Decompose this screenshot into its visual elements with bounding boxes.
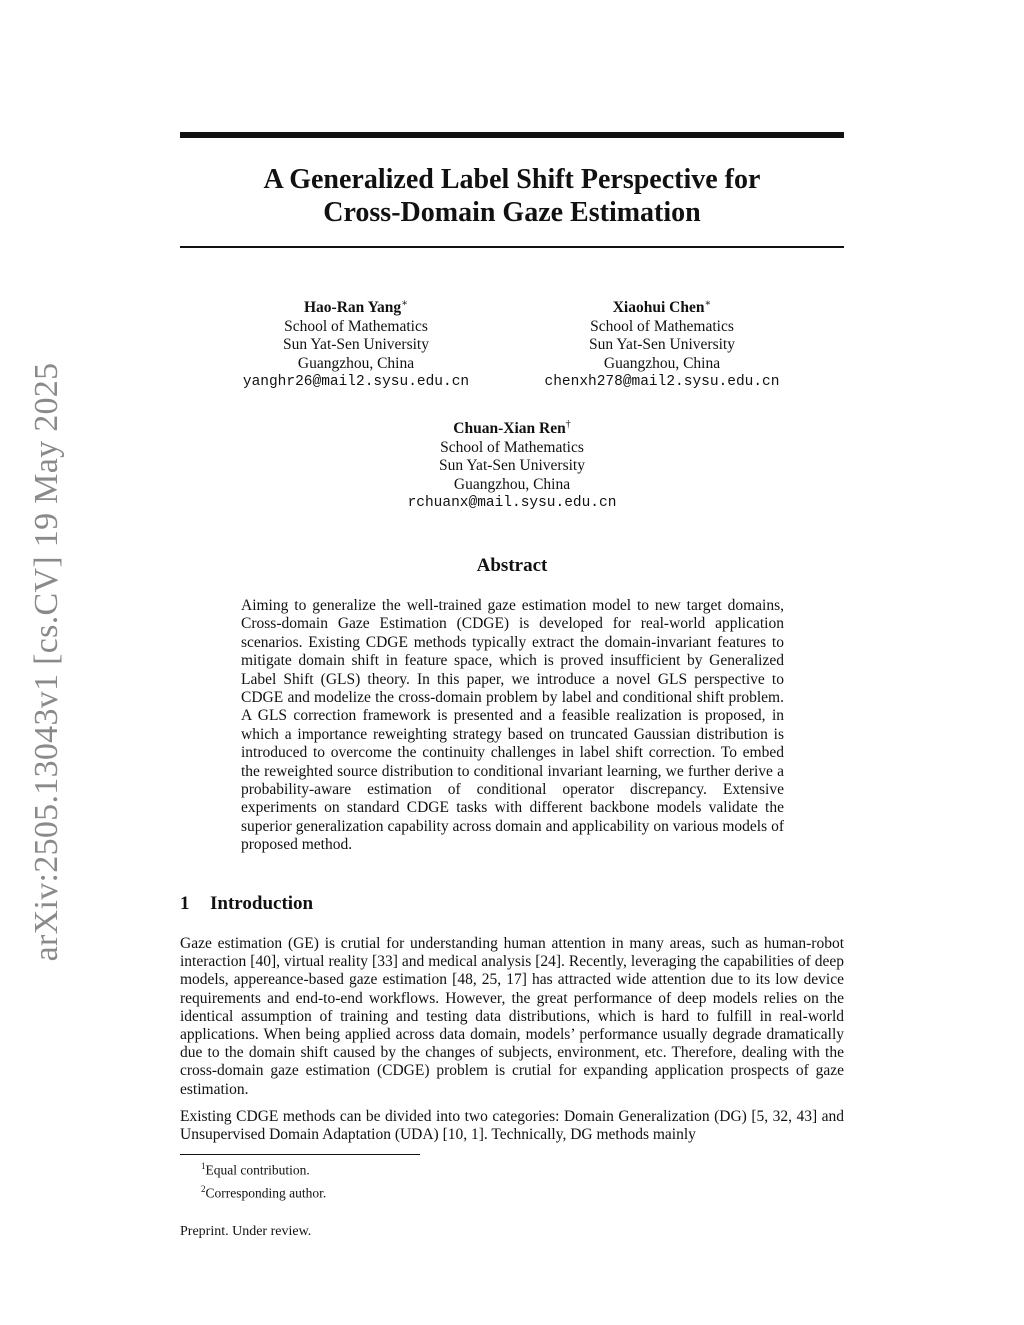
- author-mark: †: [565, 419, 571, 430]
- author-city: Guangzhou, China: [453, 475, 571, 493]
- section-heading: [180, 893, 313, 915]
- intro-paragraph-1: Gaze estimation (GE) is crutial for understanding human attention in many areas, such as human-robot interaction [40], virtual reality [33] and medical analysis [24]. Recently, leveraging the capabilities of deep models, appereance-based gaze estimation [48, 25, 17] has attracted wide attention due to its low device requirements and end-to-end workflows. However, the great performance of deep models relies on the identical assumption of training and testing data distributions, which is hard to fulfill in real-world applications. When being applied across data domain, models’ performance usually degrade dramatically due to the domain shift caused by the changes of subjects, environment, etc. Therefore, dealing with the cross-domain gaze estimation (CDGE) problem is crutial for expanding application prospects of gaze estimation.: [180, 935, 844, 1098]
- footnote-text: Equal contribution.: [205, 1162, 310, 1178]
- footnote: [201, 1157, 326, 1180]
- author-name: Hao-Ran Yang: [304, 299, 402, 317]
- author-university: Sun Yat-Sen University: [283, 336, 429, 354]
- author-dept: School of Mathematics: [440, 438, 584, 456]
- section-title: Introduction: [210, 893, 314, 914]
- author-city: Guangzhou, China: [297, 354, 415, 372]
- title-bottom-rule: [180, 246, 844, 248]
- author-university: Sun Yat-Sen University: [589, 336, 735, 354]
- author-dept: School of Mathematics: [590, 317, 734, 335]
- author-mark: ∗: [401, 298, 408, 309]
- footnote-text: Corresponding author.: [205, 1185, 327, 1201]
- author-name: Chuan-Xian Ren: [453, 420, 566, 438]
- intro-paragraph-2: Existing CDGE methods can be divided into two categories: Domain Generalization (DG) [5, 32, 43] and Unsupervised Domain Adaptation (UDA) [10, 1]. Technically, DG methods mainly: [180, 1108, 844, 1144]
- author-email: chenxh278@mail2.sysu.edu.cn: [544, 374, 780, 391]
- abstract-text: Aiming to generalize the well-trained gaze estimation model to new target domains, Cross-domain Gaze Estimation (CDGE) is developed for real-world application scenarios. Existing CDGE methods typically extract the domain-invariant features to mitigate domain shift in feature space, which is proved insufficient by Generalized Label Shift (GLS) theory. In this paper, we introduce a novel GLS perspective to CDGE and modelize the cross-domain problem by label and conditional shift problem. A GLS correction framework is presented and a feasible realization is proposed, in which a importance reweighting strategy based on truncated Gaussian distribution is introduced to overcome the continuity challenges in label shift correction. To embed the reweighted source distribution to conditional invariant learning, we further derive a probability-aware estimation of conditional operator discrepancy. Extensive experiments on standard CDGE tasks with different backbone models validate the superior generalization capability across domain and applicability on various models of proposed method.: [241, 597, 784, 854]
- author-university: Sun Yat-Sen University: [439, 457, 585, 475]
- author-dept: School of Mathematics: [284, 317, 428, 335]
- author-mark: ∗: [704, 298, 712, 309]
- title-line-2: Cross-Domain Gaze Estimation: [323, 197, 701, 228]
- title-line-1: A Generalized Label Shift Perspective for: [263, 164, 761, 195]
- preprint-notice: Preprint. Under review.: [180, 1224, 312, 1239]
- abstract-heading: Abstract: [476, 555, 548, 576]
- author-block: [532, 295, 792, 392]
- title-top-rule: [180, 132, 844, 138]
- author-block: [382, 416, 642, 513]
- paper-title: [180, 163, 844, 229]
- footnote-mark: 2: [201, 1184, 206, 1194]
- author-email: yanghr26@mail2.sysu.edu.cn: [242, 374, 470, 391]
- footnotes: [201, 1157, 326, 1203]
- footnote: [201, 1180, 326, 1203]
- footnote-rule: [180, 1154, 420, 1155]
- arxiv-identifier: arXiv:2505.13043v1 [cs.CV] 19 May 2025: [28, 362, 65, 962]
- section-number: 1: [180, 893, 190, 914]
- author-name: Xiaohui Chen: [612, 299, 705, 317]
- author-block: [226, 295, 486, 392]
- author-city: Guangzhou, China: [603, 354, 721, 372]
- footnote-mark: 1: [201, 1161, 206, 1171]
- author-email: rchuanx@mail.sysu.edu.cn: [407, 495, 617, 512]
